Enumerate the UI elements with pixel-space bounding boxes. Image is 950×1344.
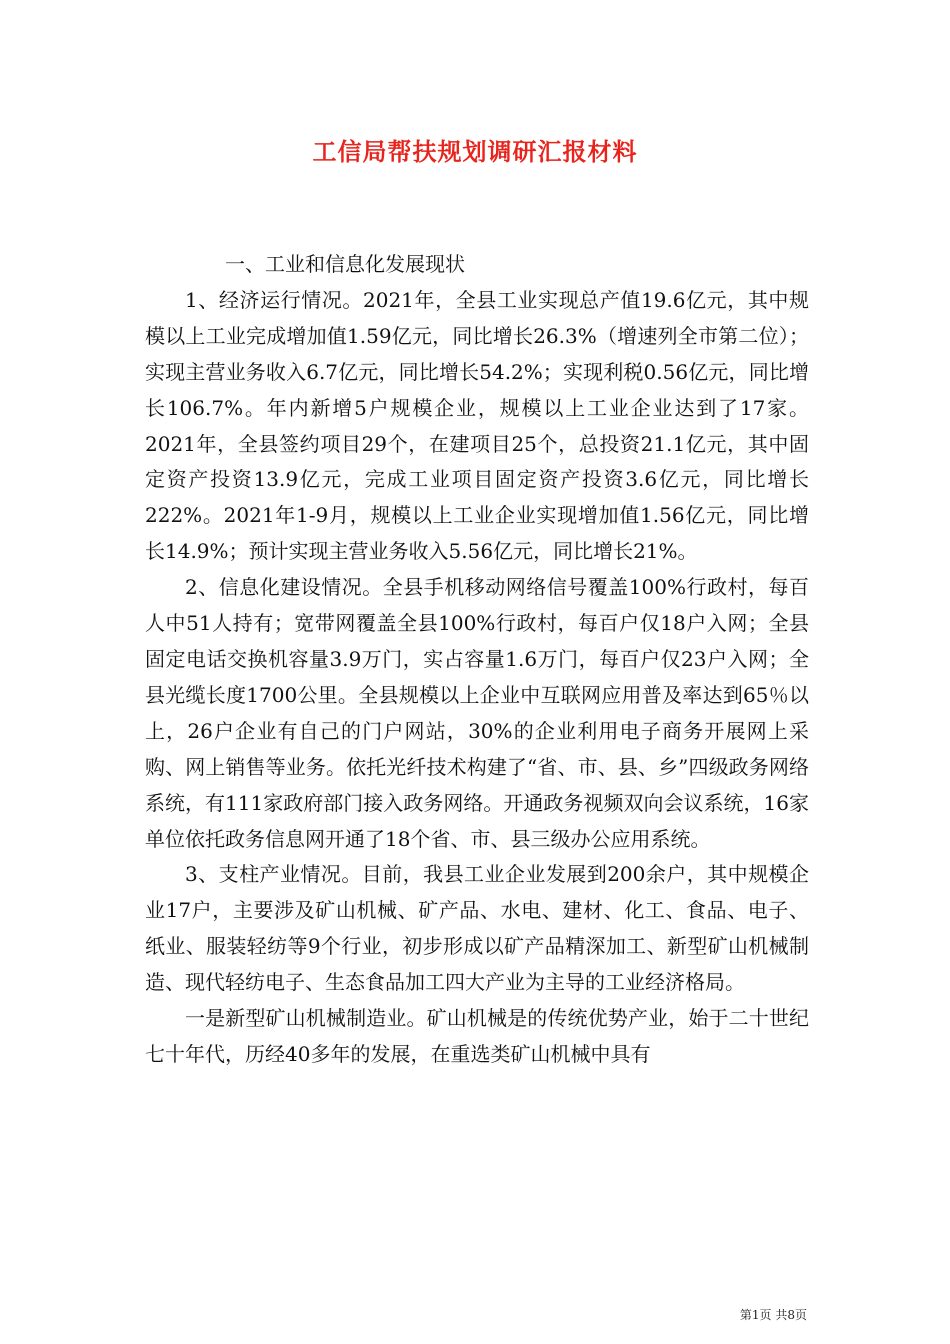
- section-heading: 一、工业和信息化发展现状: [225, 252, 465, 276]
- paragraph-economic-operation: 1、经济运行情况。2021年，全县工业实现总产值19.6亿元，其中规模以上工业完成增加值1.59亿元，同比增长26.3%（增速列全市第二位）；实现主营业务收入6.7亿元，同比增长54.2%；实现利税0.56亿元，同比增长106.7%。年内新增5户规模企业，规模以上工业企业达到了17家。2021年，全县签约项目29个，在建项目25个，总投资21.1亿元，其中固定资产投资13.9亿元，完成工业项目固定资产投资3.6亿元，同比增长222%。2021年1-9月，规模以上工业企业实现增加值1.56亿元，同比增长14.9%；预计实现主营业务收入5.56亿元，同比增长21%。: [145, 287, 809, 564]
- paragraph-informatization: 2、信息化建设情况。全县手机移动网络信号覆盖100%行政村，每百人中51人持有；宽带网覆盖全县100%行政村，每百户仅18户入网；全县固定电话交换机容量3.9万门，实占容量1.6万门，每百户仅23户入网；全县光缆长度1700公里。全县规模以上企业中互联网应用普及率达到65％以上，26户企业有自己的门户网站，30%的企业利用电子商务开展网上采购、网上销售等业务。依托光纤技术构建了“省、市、县、乡”四级政务网络系统，有111家政府部门接入政务网络。开通政务视频双向会议系统，16家单位依托政务信息网开通了18个省、市、县三级办公应用系统。: [145, 575, 809, 851]
- document-title: 工信局帮扶规划调研汇报材料: [312, 137, 638, 166]
- paragraph-mining-machinery: 一是新型矿山机械制造业。矿山机械是的传统优势产业，始于二十世纪七十年代，历经40多年的发展，在重选类矿山机械中具有: [145, 1006, 809, 1066]
- document-body: [145, 247, 809, 1073]
- paragraph-pillar-industries: 3、支柱产业情况。目前，我县工业企业发展到200余户，其中规模企业17户，主要涉及矿山机械、矿产品、水电、建材、化工、食品、电子、纸业、服装轻纺等9个行业，初步形成以矿产品精深加工、新型矿山机械制造、现代轻纺电子、生态食品加工四大产业为主导的工业经济格局。: [145, 862, 809, 995]
- page-number: 第1页 共8页: [739, 1308, 807, 1322]
